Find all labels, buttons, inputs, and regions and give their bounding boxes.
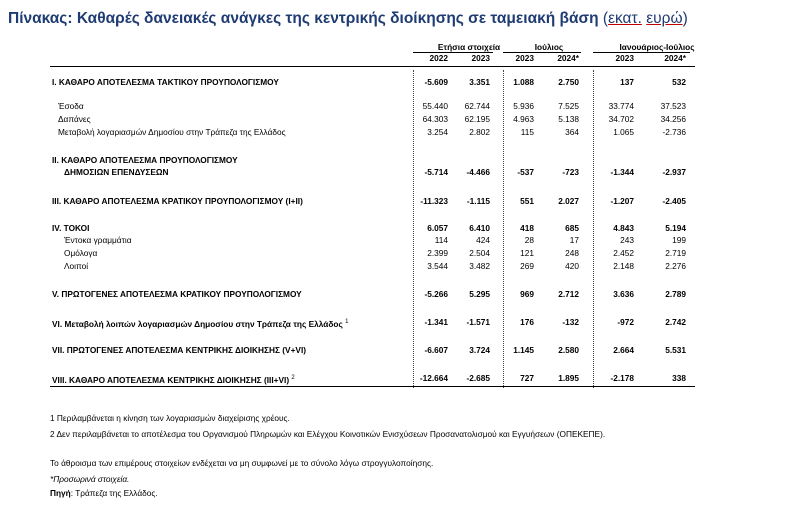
table-cell: 364 <box>565 127 579 137</box>
table-cell: 5.531 <box>665 345 686 355</box>
table-cell: -6.607 <box>424 345 448 355</box>
table-cell: 2.802 <box>469 127 490 137</box>
column-year-header: 2023 <box>515 53 534 63</box>
table-cell: 28 <box>524 235 534 245</box>
footnote-marker: 1 <box>345 319 349 325</box>
header-rule <box>50 66 695 67</box>
table-cell: 6.057 <box>427 223 448 233</box>
table-cell: 34.256 <box>660 114 686 124</box>
table-cell: 33.774 <box>608 101 634 111</box>
column-year-header: 2024* <box>664 53 686 63</box>
table-cell: -5.266 <box>424 289 448 299</box>
table-cell: -1.344 <box>610 167 634 177</box>
bottom-rule <box>50 386 695 387</box>
row-label: I. ΚΑΘΑΡΟ ΑΠΟΤΕΛΕΣΜΑ ΤΑΚΤΙΚΟΥ ΠΡΟΥΠΟΛΟΓΙΣΜΟΥ <box>52 77 279 87</box>
source-label: Πηγή <box>50 488 71 498</box>
table-cell: 2.452 <box>613 248 634 258</box>
table-cell: 3.636 <box>613 289 634 299</box>
table-cell: 1.895 <box>558 373 579 383</box>
row-label: II. ΚΑΘΑΡΟ ΑΠΟΤΕΛΕΣΜΑ ΠΡΟΥΠΟΛΟΓΙΣΜΟΥ <box>52 155 238 165</box>
column-group-header: Ιούλιος <box>534 42 564 52</box>
row-label <box>52 317 348 329</box>
footnote-provisional: *Προσωρινά στοιχεία. <box>50 474 130 484</box>
table-cell: 62.195 <box>464 114 490 124</box>
header-underline <box>593 52 690 53</box>
table-cell: -11.323 <box>420 196 448 206</box>
column-year-header: 2022 <box>429 53 448 63</box>
table-cell: 3.351 <box>469 77 490 87</box>
column-separator <box>593 70 594 388</box>
footnote-marker: 2 <box>291 375 295 381</box>
row-label: III. ΚΑΘΑΡΟ ΑΠΟΤΕΛΕΣΜΑ ΚΡΑΤΙΚΟΥ ΠΡΟΥΠΟΛΟΓΙΣΜΟΥ (I+II) <box>52 196 303 206</box>
header-underline <box>413 52 493 53</box>
header-underline <box>503 52 581 53</box>
table-cell: 5.194 <box>665 223 686 233</box>
table-cell: -2.937 <box>662 167 686 177</box>
row-label-continued: ΔΗΜΟΣΙΩΝ ΕΠΕΝΔΥΣΕΩΝ <box>64 167 169 177</box>
table-cell: 2.276 <box>665 261 686 271</box>
footnote-rounding: Το άθροισμα των επιμέρους στοιχείων ενδέχεται να μη συμφωνεί με το σύνολο λόγω στρογγυλοποίησης. <box>50 458 434 468</box>
table-cell: 5.295 <box>469 289 490 299</box>
table-cell: -5.714 <box>424 167 448 177</box>
column-year-header: 2023 <box>615 53 634 63</box>
table-cell: 55.440 <box>422 101 448 111</box>
row-label: Έντοκα γραμμάτια <box>64 235 132 245</box>
table-cell: 685 <box>565 223 579 233</box>
table-cell: 2.664 <box>613 345 634 355</box>
table-cell: 2.148 <box>613 261 634 271</box>
table-cell: -12.664 <box>419 373 448 383</box>
column-separator <box>413 70 414 388</box>
table-cell: 424 <box>476 235 490 245</box>
row-label: Ομόλογα <box>64 248 98 258</box>
table-cell: 115 <box>520 127 534 137</box>
footnote-1: 1 Περιλαμβάνεται η κίνηση των λογαριασμών διαχείρισης χρέους. <box>50 413 290 423</box>
footnote-2: 2 Δεν περιλαμβάνεται το αποτέλεσμα του Οργανισμού Πληρωμών και Ελέγχου Κοινοτικών Ενισχύσεων Προσανατολισμού και Εγγυήσεων (ΟΠΕΚΕΠΕ). <box>50 429 606 439</box>
table-cell: 7.525 <box>558 101 579 111</box>
row-label: V. ΠΡΩΤΟΓΕΝΕΣ ΑΠΟΤΕΛΕΣΜΑ ΚΡΑΤΙΚΟΥ ΠΡΟΥΠΟΛΟΓΙΣΜΟΥ <box>52 289 302 299</box>
table-cell: 1.145 <box>513 345 534 355</box>
table-cell: -972 <box>617 317 634 327</box>
table-cell: 2.580 <box>558 345 579 355</box>
row-label: VII. ΠΡΩΤΟΓΕΝΕΣ ΑΠΟΤΕΛΕΣΜΑ ΚΕΝΤΡΙΚΗΣ ΔΙΟΙΚΗΣΗΣ (V+VI) <box>52 345 307 355</box>
table-cell: 6.410 <box>469 223 490 233</box>
row-label: IV. ΤΟΚΟΙ <box>52 223 90 233</box>
table-cell: 1.065 <box>613 127 634 137</box>
table-cell: 969 <box>520 289 534 299</box>
table-cell: -2.736 <box>662 127 686 137</box>
table-cell: 248 <box>565 248 579 258</box>
row-label: Λοιποί <box>64 261 89 271</box>
source-text: : Τράπεζα της Ελλάδος. <box>70 488 158 498</box>
table-cell: 2.027 <box>558 196 579 206</box>
table-cell: -4.466 <box>466 167 490 177</box>
table-cell: 420 <box>565 261 579 271</box>
table-cell: 551 <box>520 196 534 206</box>
table-cell: 2.750 <box>558 77 579 87</box>
table-cell: 3.544 <box>427 261 448 271</box>
table-cell: 4.963 <box>513 114 534 124</box>
table-cell: 269 <box>520 261 534 271</box>
table-cell: 5.138 <box>558 114 579 124</box>
table-cell: 2.719 <box>665 248 686 258</box>
table-cell: 17 <box>569 235 579 245</box>
table-cell: -1.115 <box>466 196 490 206</box>
table-cell: -5.609 <box>424 77 448 87</box>
title-main: Πίνακας: Καθαρές δανειακές ανάγκες της κεντρικής διοίκησης σε ταμειακή βάση <box>8 10 599 27</box>
source-line <box>50 488 158 498</box>
row-label-text: VI. Μεταβολή λοιπών λογαριασμών Δημοσίου στην Τράπεζα της Ελλάδος <box>52 318 343 329</box>
table-cell: 243 <box>620 235 634 245</box>
column-year-header: 2024* <box>557 53 579 63</box>
row-label <box>52 373 295 385</box>
row-label: Δαπάνες <box>58 114 91 124</box>
table-cell: 37.523 <box>660 101 686 111</box>
table-cell: 418 <box>520 223 534 233</box>
table-cell: 4.843 <box>613 223 634 233</box>
table-cell: 2.789 <box>665 289 686 299</box>
table-cell: 137 <box>620 77 634 87</box>
table-cell: -132 <box>562 317 579 327</box>
column-group-header: Ιανουάριος-Ιούλιος <box>619 42 695 52</box>
table-cell: 34.702 <box>608 114 634 124</box>
table-cell: 3.724 <box>469 345 490 355</box>
table-cell: 2.399 <box>427 248 448 258</box>
column-group-header: Ετήσια στοιχεία <box>437 42 501 52</box>
table-cell: 2.742 <box>665 317 686 327</box>
unit-word-1: εκατ. <box>608 10 642 27</box>
table-cell: 532 <box>672 77 686 87</box>
table-cell: -1.341 <box>424 317 448 327</box>
table-cell: -2.685 <box>466 373 490 383</box>
table-cell: -723 <box>562 167 579 177</box>
title-unit: (εκατ. ευρώ) <box>602 10 688 27</box>
table-cell: 5.936 <box>513 101 534 111</box>
table-cell: -1.207 <box>610 196 634 206</box>
table-cell: 2.712 <box>558 289 579 299</box>
row-label: Μεταβολή λογαριασμών Δημοσίου στην Τράπεζα της Ελλάδος <box>58 127 286 137</box>
table-cell: 2.504 <box>469 248 490 258</box>
column-year-header: 2023 <box>471 53 490 63</box>
table-cell: 727 <box>520 373 534 383</box>
table-cell: 121 <box>520 248 534 258</box>
table-cell: 3.254 <box>427 127 448 137</box>
table-cell: 114 <box>434 235 448 245</box>
table-cell: 199 <box>672 235 686 245</box>
row-label: Έσοδα <box>58 101 84 111</box>
table-cell: 1.088 <box>513 77 534 87</box>
table-cell: 64.303 <box>422 114 448 124</box>
table-cell: 62.744 <box>464 101 490 111</box>
table-cell: 338 <box>672 373 686 383</box>
table-cell: -1.571 <box>466 317 490 327</box>
table-cell: -2.405 <box>662 196 686 206</box>
table-cell: -537 <box>517 167 534 177</box>
column-separator <box>503 70 504 388</box>
table-cell: 176 <box>520 317 534 327</box>
table-cell: -2.178 <box>610 373 634 383</box>
table-cell: 3.482 <box>469 261 490 271</box>
row-label-text: VIII. ΚΑΘΑΡΟ ΑΠΟΤΕΛΕΣΜΑ ΚΕΝΤΡΙΚΗΣ ΔΙΟΙΚΗΣΗΣ (III+VI) <box>52 374 290 385</box>
unit-word-2: ευρώ <box>646 10 683 27</box>
